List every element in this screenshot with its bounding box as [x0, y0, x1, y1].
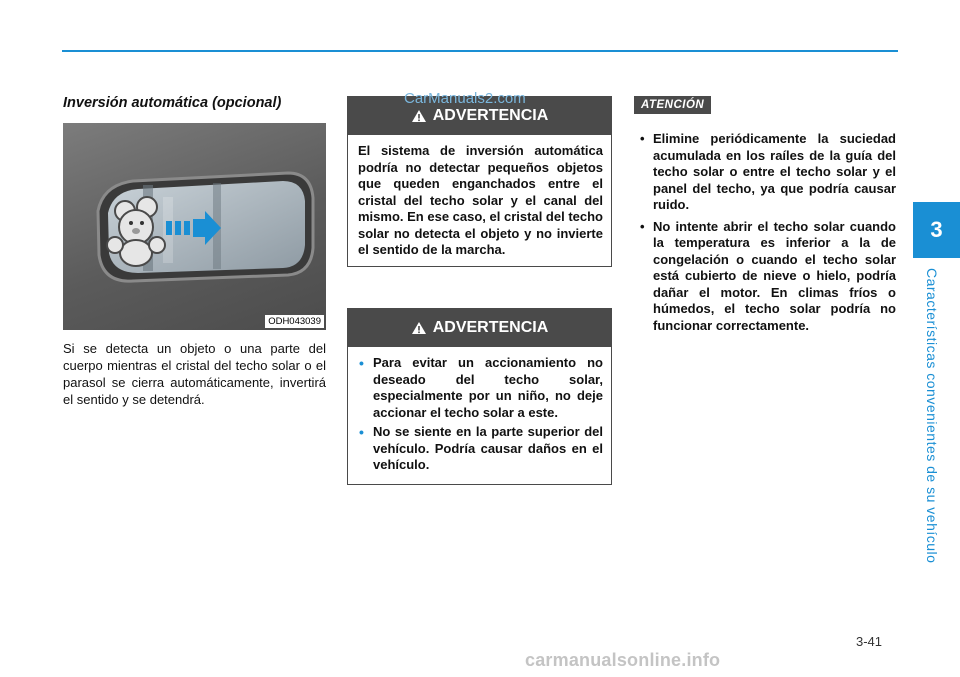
warning-heading: ADVERTENCIA: [432, 107, 549, 124]
list-item: • No se siente en la parte superior del vehículo. Podría causar daños en el vehículo.: [359, 424, 603, 472]
chapter-title: Características convenientes de su vehículo: [924, 268, 940, 564]
attention-list: [636, 131, 896, 339]
warning-text: El sistema de inversión automática podría no detectar pequeños objetos que queden enganchados entre el cristal del techo solar y el canal del mismo. En ese caso, el cristal del techo solar no detecta el objeto y no invierte el sentido de la marcha.: [358, 143, 603, 257]
warning-body: [348, 347, 611, 484]
warning-box-2: [347, 308, 612, 485]
warning-list: [358, 355, 603, 474]
body-paragraph: Si se detecta un objeto o una parte del cuerpo mientras el cristal del techo solar o el parasol se cierra automáticamente, invertirá el sentido y se detendrá.: [63, 341, 326, 407]
warning-triangle-icon: [411, 109, 427, 123]
attention-label: ATENCIÓN: [634, 96, 711, 114]
bullet-icon: •: [640, 218, 645, 234]
list-item: • No intente abrir el techo solar cuando la temperatura es inferior a la de congelación o cuando el techo solar está cubierto de nieve o hielo, podría dañar el motor. En climas fríos o húmedos, el techo solar podría no funcionar correctamente.: [640, 218, 896, 333]
overlay-watermark: CarManuals2.com: [404, 90, 526, 107]
section-title: Inversión automática (opcional): [63, 95, 282, 111]
figure-code: ODH043039: [265, 315, 324, 328]
header-rule: [62, 50, 898, 52]
warning-triangle-icon: [411, 321, 427, 335]
list-item: • Para evitar un accionamiento no deseado del techo solar, especialmente por un niño, no deje accionar el techo solar a este.: [359, 355, 603, 420]
bullet-icon: •: [359, 424, 364, 440]
list-item: • Elimine periódicamente la suciedad acumulada en los raíles de la guía del techo solar o entre el techo solar y el panel del techo, ya que podría causar ruido.: [640, 131, 896, 212]
page-number: 3-41: [856, 634, 883, 649]
sunroof-drawing: [63, 123, 326, 330]
sunroof-illustration: [63, 123, 326, 330]
chapter-number: 3: [930, 217, 943, 242]
bullet-icon: •: [359, 355, 364, 371]
warning-body: [348, 135, 611, 266]
chapter-tab: [913, 202, 960, 258]
bullet-icon: •: [640, 131, 645, 146]
footer-watermark: carmanualsonline.info: [525, 650, 721, 670]
warning-heading: ADVERTENCIA: [432, 319, 549, 336]
warning-header: [348, 309, 611, 347]
warning-box-1: [347, 96, 612, 267]
